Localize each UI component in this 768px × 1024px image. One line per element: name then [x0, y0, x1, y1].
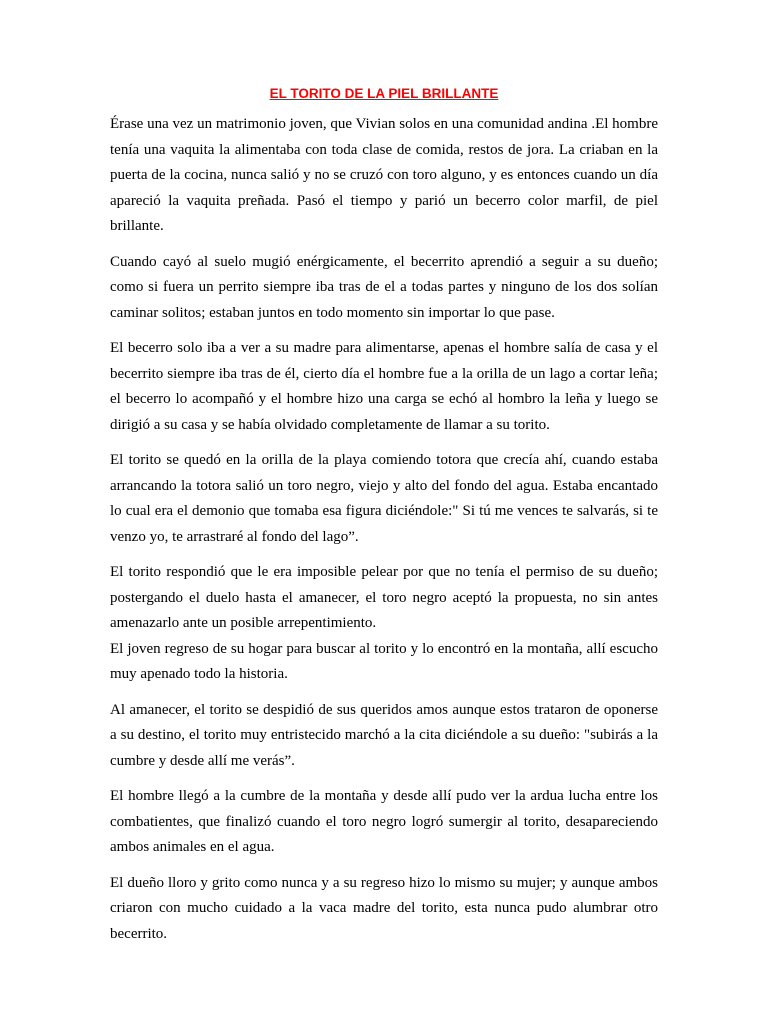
paragraph-7: Al amanecer, el torito se despidió de sus queridos amos aunque estos trataron de oponerse a su destino, el torito muy entristecido marchó a la cita diciéndole a su dueño: "subirás a la cumbre y desde allí me verás”.: [110, 701, 658, 769]
paragraph-4: El torito se quedó en la orilla de la playa comiendo totora que crecía ahí, cuando estaba arrancando la totora salió un toro negro, viejo y alto del fondo del agua. Estaba encantado lo cual era el demonio que tomaba esa figura diciéndole:" Si tú me vences te salvarás, si te venzo yo, te arrastraré al fondo del lago”.: [110, 452, 658, 545]
paragraph-5: El torito respondió que le era imposible pelear por que no tenía el permiso de su dueño; postergando el duelo hasta el amanecer, el toro negro aceptó la propuesta, no sin antes amenazarlo ante un posible arrepentimiento.: [110, 564, 658, 631]
paragraph-8: El hombre llegó a la cumbre de la montaña y desde allí pudo ver la ardua lucha entre los combatientes, que finalizó cuando el toro negro logró sumergir al torito, desapareciendo ambos animales en el agua.: [110, 788, 658, 855]
document-body: [110, 112, 658, 957]
paragraph-6: El joven regreso de su hogar para buscar al torito y lo encontró en la montaña, allí escucho muy apenado todo la historia.: [110, 640, 658, 682]
paragraph-1: Érase una vez un matrimonio joven, que Vivian solos en una comunidad andina .El hombre tenía una vaquita la alimentaba con toda clase de comida, restos de jora. La criaban en la puerta de la cocina, nunca salió y no se cruzó con toro alguno, y es entonces cuando un día apareció la vaquita preñada. Pasó el tiempo y parió un becerro color marfil, de piel brillante.: [110, 116, 658, 234]
document-title: EL TORITO DE LA PIEL BRILLANTE: [269, 86, 499, 101]
paragraph-9: El dueño lloro y grito como nunca y a su regreso hizo lo mismo su mujer; y aunque ambos criaron con mucho cuidado a la vaca madre del torito, esta nunca pudo alumbrar otro becerrito.: [110, 874, 658, 942]
paragraph-3: El becerro solo iba a ver a su madre para alimentarse, apenas el hombre salía de casa y el becerrito siempre iba tras de él, cierto día el hombre fue a la orilla de un lago a cortar leña; el becerro lo acompañó y el hombre hizo una carga se echó al hombro la leña y luego se dirigió a su casa y se había olvidado completamente de llamar a su torito.: [110, 340, 658, 433]
paragraph-2: Cuando cayó al suelo mugió enérgicamente, el becerrito aprendió a seguir a su dueño; como si fuera un perrito siempre iba tras de el a todas partes y ninguno de los dos solían caminar solitos; estaban juntos en todo momento sin importar lo que pase.: [110, 253, 658, 321]
